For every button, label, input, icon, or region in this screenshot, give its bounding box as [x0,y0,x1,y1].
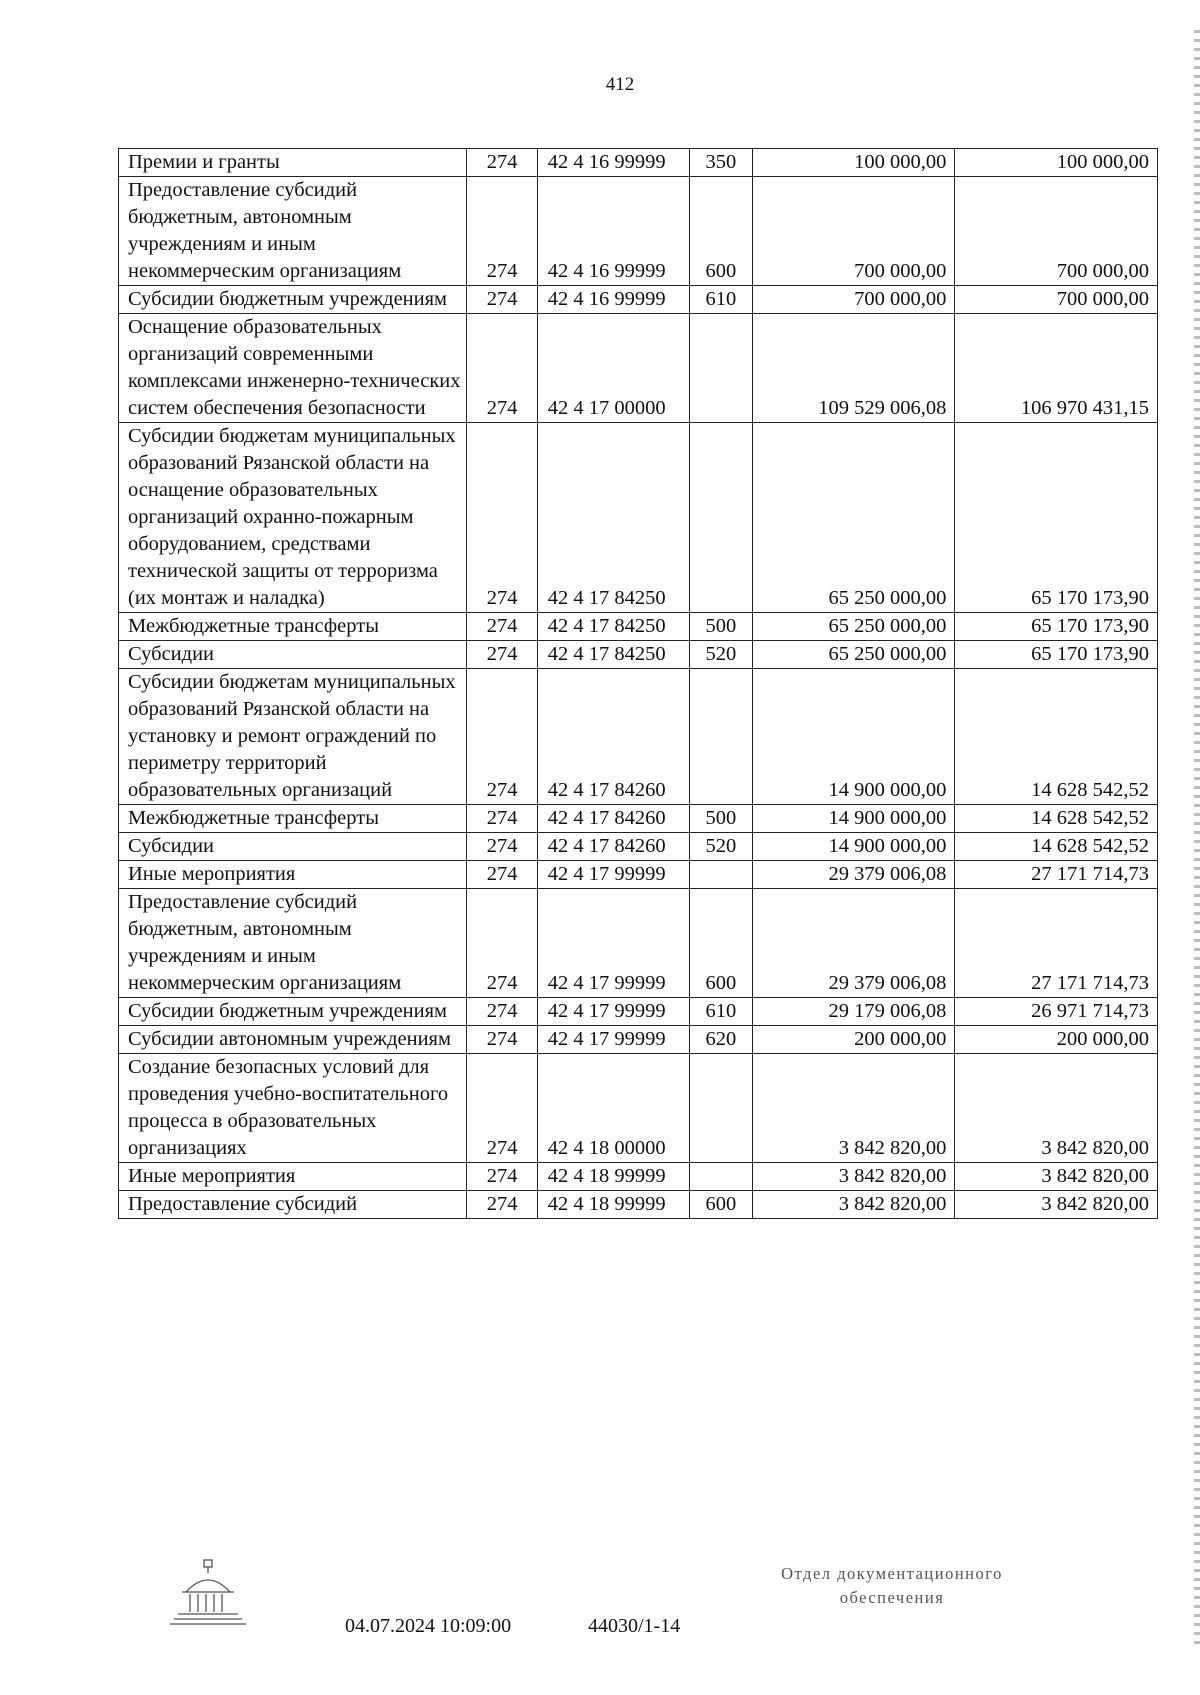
amount-executed-cell: 26 971 714,73 [955,998,1158,1026]
footer-doc-number: 44030/1-14 [588,1615,681,1637]
ministry-code-cell: 274 [467,423,537,613]
table-row [119,861,1158,889]
expense-type-cell [689,669,752,805]
ministry-code-cell: 274 [467,998,537,1026]
row-name-cell: Субсидии автономным учреждениям [119,1026,467,1054]
expense-type-cell [689,861,752,889]
amount-executed-cell: 200 000,00 [955,1026,1158,1054]
amount-executed-cell: 3 842 820,00 [955,1054,1158,1163]
target-article-cell: 42 4 17 99999 [537,889,689,998]
amount-executed-cell: 65 170 173,90 [955,641,1158,669]
amount-executed-cell: 100 000,00 [955,149,1158,177]
department-stamp [752,1562,1032,1610]
expense-type-cell: 600 [689,1191,752,1219]
table-row [119,998,1158,1026]
ministry-code-cell: 274 [467,889,537,998]
amount-executed-cell: 65 170 173,90 [955,423,1158,613]
amount-executed-cell: 3 842 820,00 [955,1163,1158,1191]
expense-type-cell: 520 [689,641,752,669]
amount-executed-cell: 700 000,00 [955,177,1158,286]
target-article-cell: 42 4 17 99999 [537,861,689,889]
expense-type-cell: 620 [689,1026,752,1054]
table-row [119,669,1158,805]
target-article-cell: 42 4 18 99999 [537,1191,689,1219]
row-name-cell: Премии и гранты [119,149,467,177]
amount-planned-cell: 109 529 006,08 [752,314,955,423]
row-name-cell: Субсидии [119,641,467,669]
table-row [119,423,1158,613]
table-row [119,314,1158,423]
row-name-cell: Предоставление субсидий бюджетным, автономным учреждениям и иным некоммерческим организациям [119,889,467,998]
target-article-cell: 42 4 18 99999 [537,1163,689,1191]
table-row [119,149,1158,177]
expense-type-cell [689,1054,752,1163]
amount-planned-cell: 14 900 000,00 [752,833,955,861]
expense-type-cell: 500 [689,613,752,641]
amount-executed-cell: 3 842 820,00 [955,1191,1158,1219]
amount-planned-cell: 700 000,00 [752,286,955,314]
ministry-code-cell: 274 [467,669,537,805]
amount-executed-cell: 14 628 542,52 [955,669,1158,805]
table-row [119,833,1158,861]
stamp-line-1: Отдел документационного [781,1564,1003,1583]
amount-planned-cell: 14 900 000,00 [752,669,955,805]
amount-planned-cell: 14 900 000,00 [752,805,955,833]
ministry-code-cell: 274 [467,1163,537,1191]
ministry-code-cell: 274 [467,613,537,641]
expense-type-cell: 610 [689,286,752,314]
amount-planned-cell: 29 379 006,08 [752,889,955,998]
row-name-cell: Межбюджетные трансферты [119,613,467,641]
target-article-cell: 42 4 17 84250 [537,641,689,669]
row-name-cell: Предоставление субсидий [119,1191,467,1219]
expense-type-cell: 500 [689,805,752,833]
expense-type-cell: 350 [689,149,752,177]
ministry-code-cell: 274 [467,1054,537,1163]
target-article-cell: 42 4 17 99999 [537,1026,689,1054]
ministry-code-cell: 274 [467,861,537,889]
expense-type-cell [689,1163,752,1191]
amount-planned-cell: 200 000,00 [752,1026,955,1054]
amount-executed-cell: 27 171 714,73 [955,889,1158,998]
ministry-code-cell: 274 [467,805,537,833]
table-row [119,286,1158,314]
row-name-cell: Межбюджетные трансферты [119,805,467,833]
amount-planned-cell: 3 842 820,00 [752,1054,955,1163]
table-row [119,641,1158,669]
expense-type-cell: 520 [689,833,752,861]
amount-planned-cell: 700 000,00 [752,177,955,286]
ministry-code-cell: 274 [467,833,537,861]
amount-planned-cell: 65 250 000,00 [752,423,955,613]
page-number: 412 [605,74,635,95]
table-row [119,889,1158,998]
table-row [119,1163,1158,1191]
table-row [119,1054,1158,1163]
amount-executed-cell: 700 000,00 [955,286,1158,314]
row-name-cell: Оснащение образовательных организаций современными комплексами инженерно-технических систем обеспечения безопасности [119,314,467,423]
target-article-cell: 42 4 17 99999 [537,998,689,1026]
expense-type-cell: 610 [689,998,752,1026]
amount-executed-cell: 65 170 173,90 [955,613,1158,641]
duma-emblem-icon [168,1558,248,1626]
amount-planned-cell: 3 842 820,00 [752,1163,955,1191]
row-name-cell: Субсидии бюджетным учреждениям [119,286,467,314]
amount-planned-cell: 65 250 000,00 [752,641,955,669]
target-article-cell: 42 4 16 99999 [537,286,689,314]
footer-date: 04.07.2024 10:09:00 [345,1615,512,1637]
expense-type-cell: 600 [689,177,752,286]
ministry-code-cell: 274 [467,286,537,314]
target-article-cell: 42 4 16 99999 [537,149,689,177]
row-name-cell: Предоставление субсидий бюджетным, автономным учреждениям и иным некоммерческим организациям [119,177,467,286]
target-article-cell: 42 4 17 84260 [537,833,689,861]
amount-planned-cell: 29 179 006,08 [752,998,955,1026]
amount-executed-cell: 14 628 542,52 [955,833,1158,861]
amount-planned-cell: 29 379 006,08 [752,861,955,889]
budget-table [118,148,1158,1219]
amount-executed-cell: 106 970 431,15 [955,314,1158,423]
ministry-code-cell: 274 [467,1026,537,1054]
target-article-cell: 42 4 17 00000 [537,314,689,423]
row-name-cell: Иные мероприятия [119,861,467,889]
amount-planned-cell: 3 842 820,00 [752,1191,955,1219]
ministry-code-cell: 274 [467,641,537,669]
ministry-code-cell: 274 [467,177,537,286]
target-article-cell: 42 4 18 00000 [537,1054,689,1163]
table-row [119,1191,1158,1219]
amount-planned-cell: 100 000,00 [752,149,955,177]
ministry-code-cell: 274 [467,149,537,177]
table-row [119,177,1158,286]
target-article-cell: 42 4 17 84250 [537,613,689,641]
target-article-cell: 42 4 17 84250 [537,423,689,613]
row-name-cell: Субсидии бюджетным учреждениям [119,998,467,1026]
ministry-code-cell: 274 [467,1191,537,1219]
amount-executed-cell: 27 171 714,73 [955,861,1158,889]
budget-table-body [119,149,1158,1219]
expense-type-cell: 600 [689,889,752,998]
scan-margin-strip [1194,30,1200,1650]
row-name-cell: Субсидии [119,833,467,861]
amount-planned-cell: 65 250 000,00 [752,613,955,641]
table-row [119,613,1158,641]
target-article-cell: 42 4 16 99999 [537,177,689,286]
row-name-cell: Субсидии бюджетам муниципальных образований Рязанской области на установку и ремонт ограждений по периметру территорий образовательных организаций [119,669,467,805]
amount-executed-cell: 14 628 542,52 [955,805,1158,833]
target-article-cell: 42 4 17 84260 [537,669,689,805]
row-name-cell: Субсидии бюджетам муниципальных образований Рязанской области на оснащение образовательных организаций охранно-пожарным оборудованием, средствами технической защиты от терроризма (их монтаж и наладка) [119,423,467,613]
expense-type-cell [689,423,752,613]
row-name-cell: Иные мероприятия [119,1163,467,1191]
table-row [119,805,1158,833]
table-row [119,1026,1158,1054]
target-article-cell: 42 4 17 84260 [537,805,689,833]
stamp-line-2: обеспечения [839,1588,945,1607]
expense-type-cell [689,314,752,423]
row-name-cell: Создание безопасных условий для проведения учебно-воспитательного процесса в образовательных организациях [119,1054,467,1163]
ministry-code-cell: 274 [467,314,537,423]
